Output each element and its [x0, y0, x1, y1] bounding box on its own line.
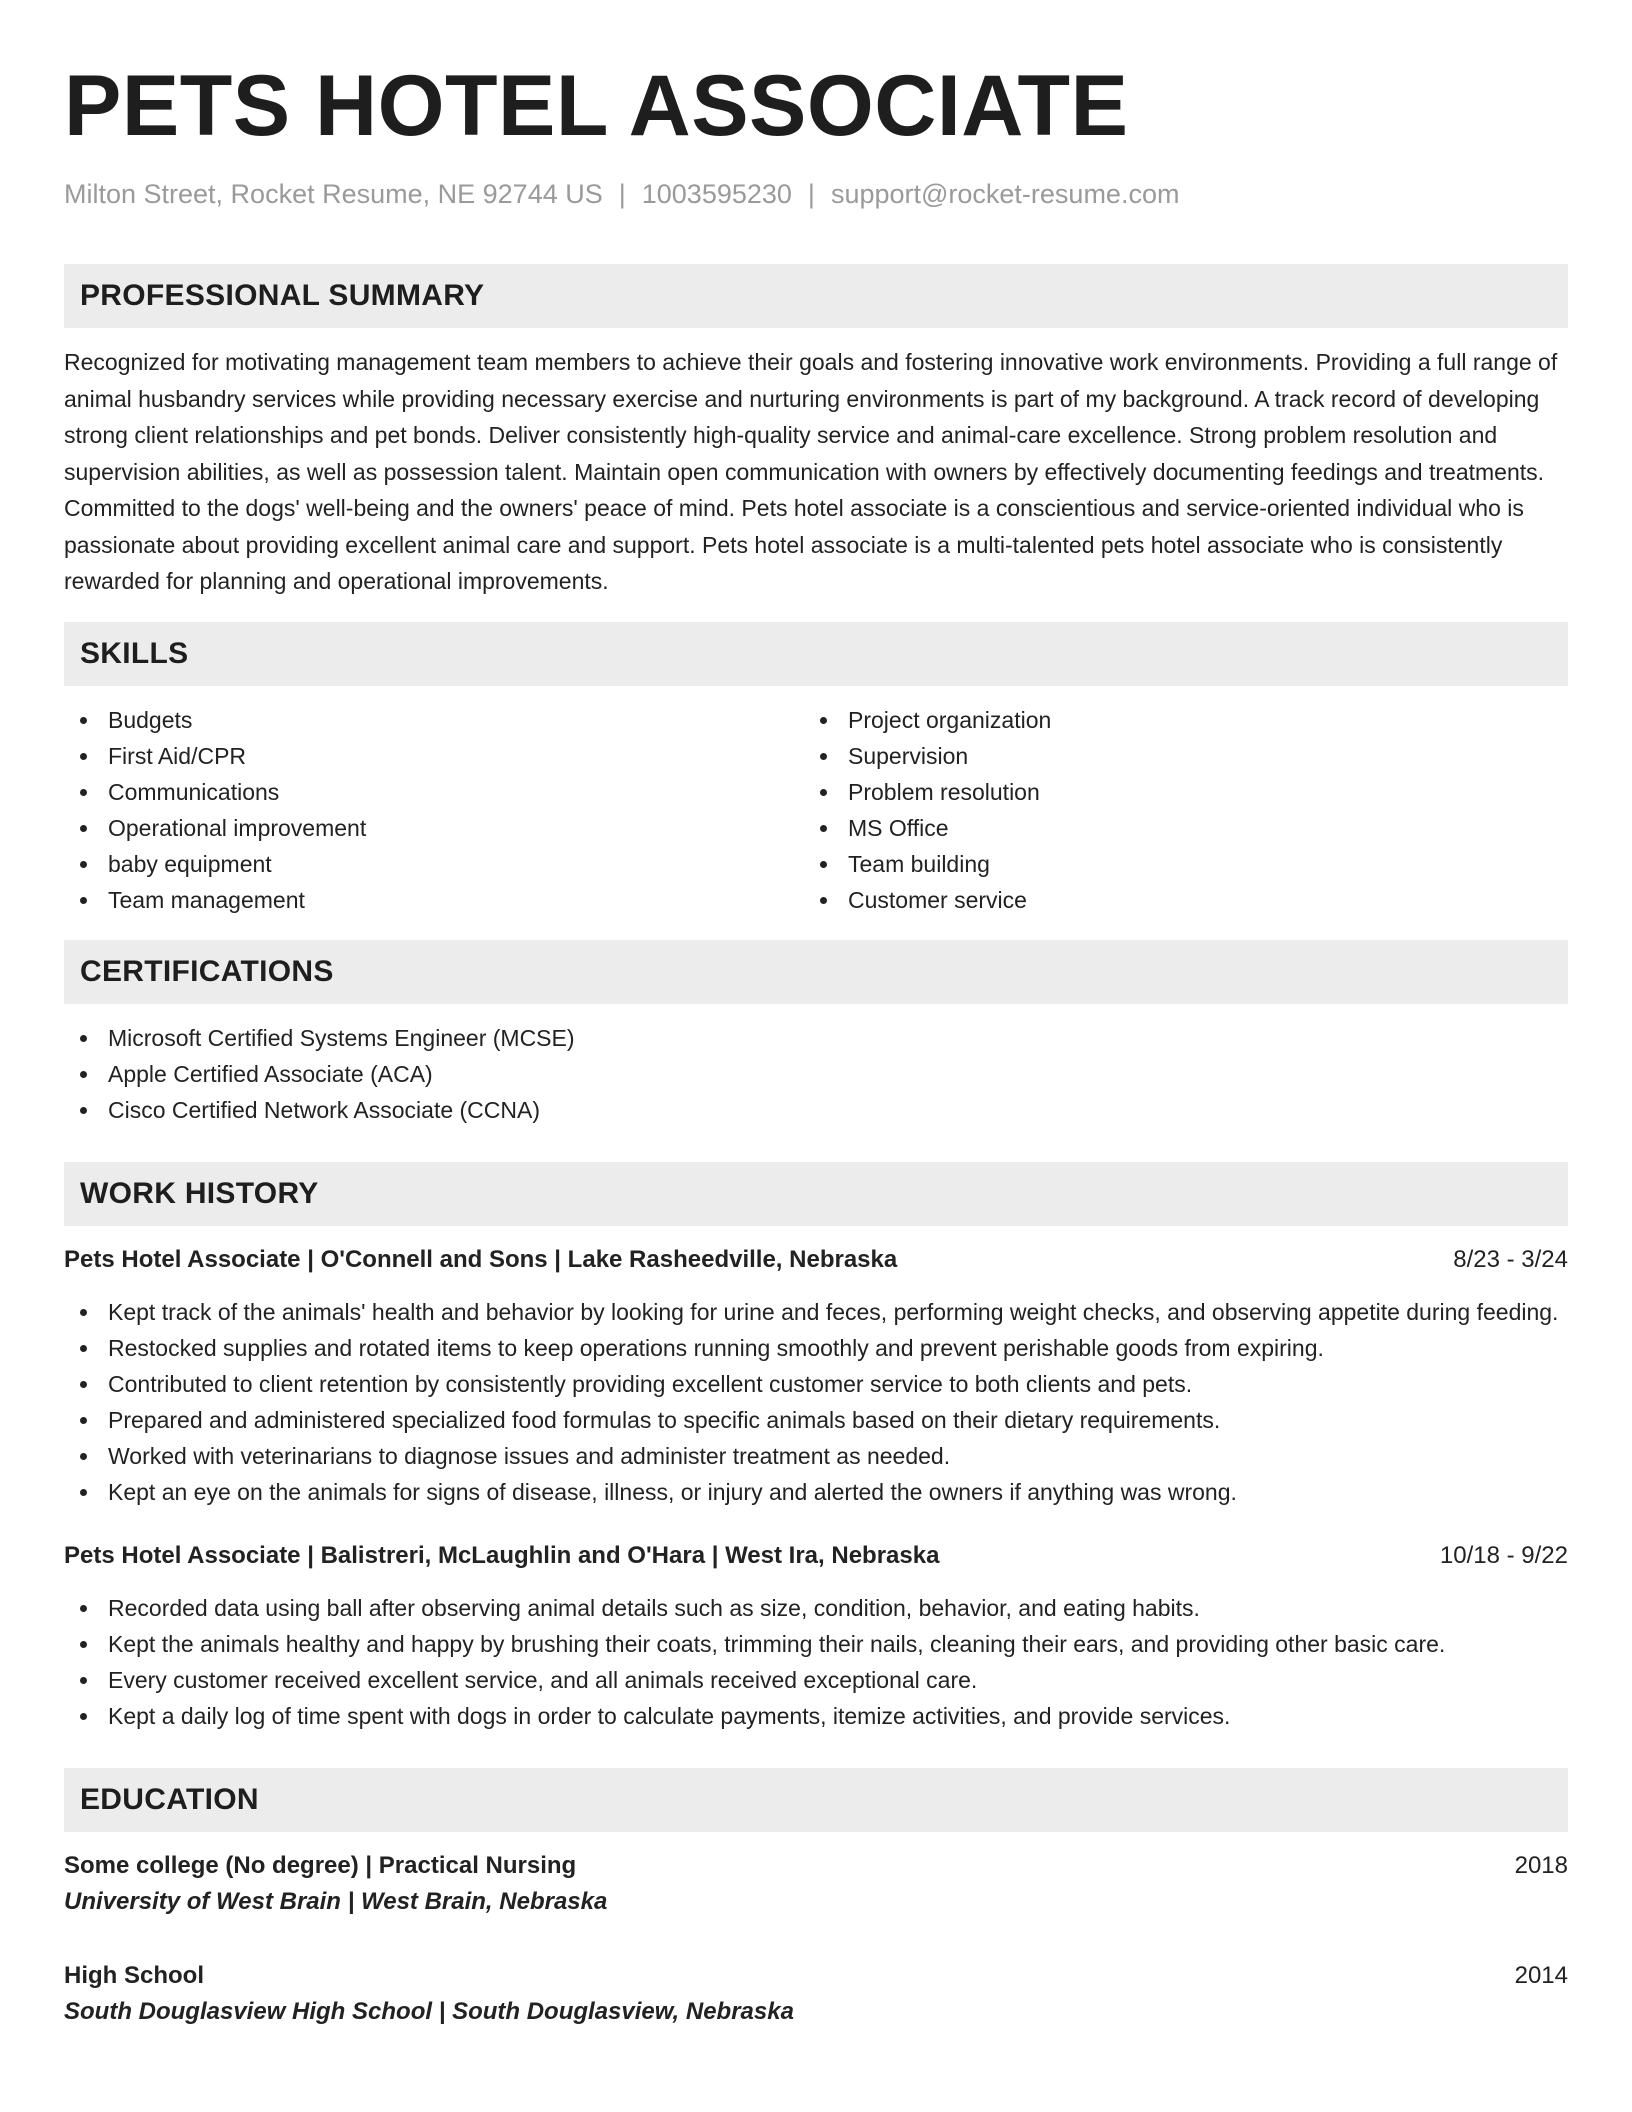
education-school: University of West Brain | West Brain, Nebraska [64, 1887, 608, 1915]
certifications-heading: CERTIFICATIONS [64, 940, 1568, 1004]
job-bullet: Kept an eye on the animals for signs of disease, illness, or injury and alerted the owners if anything was wrong. [64, 1474, 1568, 1510]
skill-item: baby equipment [64, 846, 804, 882]
job-bullets [64, 1590, 1568, 1734]
skills-column-right [804, 702, 1544, 918]
certification-item: Microsoft Certified Systems Engineer (MCSE) [64, 1020, 1568, 1056]
job-entry [64, 1242, 1568, 1510]
contact-separator: | [618, 179, 626, 209]
candidate-name: PETS HOTEL ASSOCIATE [64, 58, 1129, 154]
skills-heading: SKILLS [64, 622, 1568, 686]
skill-item: Project organization [804, 702, 1544, 738]
job-title: Pets Hotel Associate | Balistreri, McLaughlin and O'Hara | West Ira, Nebraska [64, 1541, 940, 1569]
education-degree: Some college (No degree) | Practical Nursing [64, 1851, 577, 1879]
job-title: Pets Hotel Associate | O'Connell and Sons | Lake Rasheedville, Nebraska [64, 1245, 898, 1273]
education-school: South Douglasview High School | South Douglasview, Nebraska [64, 1997, 794, 2025]
skill-item: Customer service [804, 882, 1544, 918]
job-bullet: Contributed to client retention by consistently providing excellent customer service to both clients and pets. [64, 1366, 1568, 1402]
job-bullet: Every customer received excellent service, and all animals received exceptional care. [64, 1662, 1568, 1698]
education-year: 2018 [1514, 1851, 1568, 1879]
education-entry [64, 1848, 1568, 1920]
education-header [64, 1958, 1568, 1994]
skill-item: Team management [64, 882, 804, 918]
skill-item: MS Office [804, 810, 1544, 846]
job-header [64, 1538, 1568, 1574]
education-heading: EDUCATION [64, 1768, 1568, 1832]
skills-column-left [64, 702, 804, 918]
contact-separator: | [807, 179, 815, 209]
education-entry [64, 1958, 1568, 2030]
skill-item: Operational improvement [64, 810, 804, 846]
job-bullet: Kept track of the animals' health and behavior by looking for urine and feces, performing weight checks, and observing appetite during feeding. [64, 1294, 1568, 1330]
contact-email: support@rocket-resume.com [830, 179, 1180, 209]
contact-phone: 1003595230 [641, 179, 792, 209]
skill-item: Communications [64, 774, 804, 810]
job-header [64, 1242, 1568, 1278]
summary-heading: PROFESSIONAL SUMMARY [64, 264, 1568, 328]
work-heading: WORK HISTORY [64, 1162, 1568, 1226]
contact-line [64, 176, 1568, 212]
skill-item: Budgets [64, 702, 804, 738]
certification-item: Apple Certified Associate (ACA) [64, 1056, 1568, 1092]
skill-item: Problem resolution [804, 774, 1544, 810]
education-header [64, 1848, 1568, 1884]
job-dates: 10/18 - 9/22 [1439, 1541, 1568, 1569]
job-bullet: Kept a daily log of time spent with dogs in order to calculate payments, itemize activities, and provide services. [64, 1698, 1568, 1734]
job-bullet: Worked with veterinarians to diagnose issues and administer treatment as needed. [64, 1438, 1568, 1474]
contact-address: Milton Street, Rocket Resume, NE 92744 US [64, 179, 603, 209]
job-bullet: Restocked supplies and rotated items to keep operations running smoothly and prevent perishable goods from expiring. [64, 1330, 1568, 1366]
certification-item: Cisco Certified Network Associate (CCNA) [64, 1092, 1568, 1128]
education-year: 2014 [1514, 1961, 1568, 1989]
skill-item: Team building [804, 846, 1544, 882]
job-bullet: Recorded data using ball after observing animal details such as size, condition, behavior, and eating habits. [64, 1590, 1568, 1626]
certifications-list [64, 1020, 1568, 1128]
job-bullet: Prepared and administered specialized food formulas to specific animals based on their dietary requirements. [64, 1402, 1568, 1438]
job-bullets [64, 1294, 1568, 1510]
education-degree: High School [64, 1961, 204, 1989]
summary-text: Recognized for motivating management team members to achieve their goals and fostering innovative work environments. Providing a full range of animal husbandry services while providing necessary exercise and nurturing environments is part of my background. A track record of developing strong client relationships and pet bonds. Deliver consistently high-quality service and animal-care excellence. Strong problem resolution and supervision abilities, as well as possession talent. Maintain open communication with owners by effectively documenting feedings and treatments. Committed to the dogs' well-being and the owners' peace of mind. Pets hotel associate is a conscientious and service-oriented individual who is passionate about providing excellent animal care and support. Pets hotel associate is a multi-talented pets hotel associate who is consistently rewarded for planning and operational improvements. [64, 349, 1558, 594]
skill-item: Supervision [804, 738, 1544, 774]
skills-list [64, 702, 1568, 918]
job-dates: 8/23 - 3/24 [1453, 1245, 1568, 1273]
job-bullet: Kept the animals healthy and happy by brushing their coats, trimming their nails, cleaning their ears, and providing other basic care. [64, 1626, 1568, 1662]
skill-item: First Aid/CPR [64, 738, 804, 774]
job-entry [64, 1538, 1568, 1734]
